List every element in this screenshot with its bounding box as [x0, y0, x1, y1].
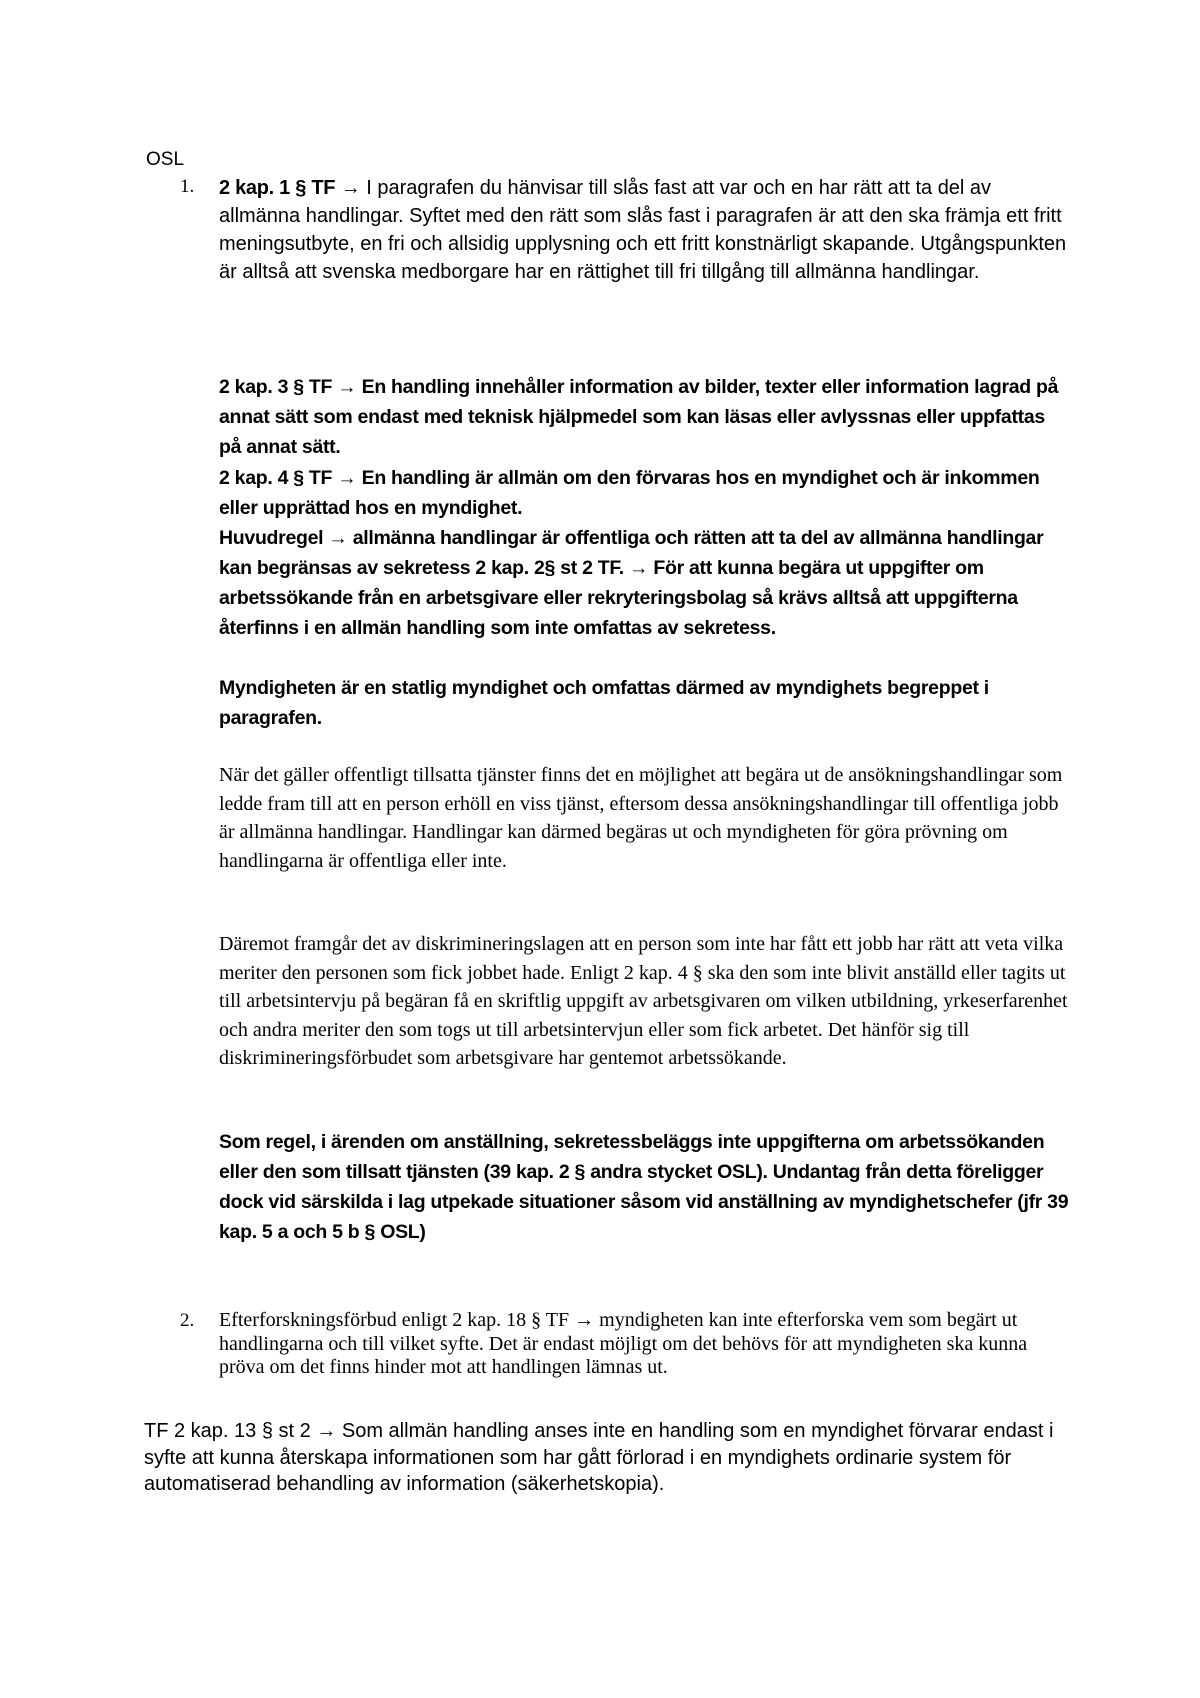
paragraph-kap4 [219, 463, 1069, 523]
paragraph-som-regel: Som regel, i ärenden om anställning, sekretessbeläggs inte uppgifterna om arbetssökanden eller den som tillsatt tjänsten (39 kap. 2 § andra stycket OSL). Undantag från detta föreligger dock vid särskilda i lag utpekade situationer såsom vid anställning av myndighetschefer (jfr 39 kap. 5 a och 5 b § OSL) [219, 1131, 1069, 1243]
paragraph-text-continued: För att kunna begära ut uppgifter om arbetssökande från en arbetsgivare eller rekryteringsbolag så krävs alltså att uppgifterna återfinns i en allmän handling som inte omfattas av sekretess. [219, 557, 1018, 639]
arrow-icon: → [629, 557, 649, 579]
paragraph-text: I paragrafen du hänvisar till slås fast att var och en har rätt att ta del av allmänna handlingar. Syftet med den rätt som slås fast i paragrafen är att den ska främja ett fritt meningsutbyte, en fri och allsidig upplysning och ett fritt konstnärligt skapande. Utgångspunkten är alltså att svenska medborgare har en rättighet till fri tillgång till allmänna handlingar. [219, 177, 1067, 283]
list-item-2-paragraph [219, 1309, 1069, 1380]
paragraph-daremot: Däremot framgår det av diskrimineringslagen att en person som inte har fått ett jobb har rätt att veta vilka meriter den personen som fick jobbet hade. Enligt 2 kap. 4 § ska den som inte blivit anställd eller tagits ut till arbetsintervju på begäran få en skriftlig uppgift av arbetsgivaren om vilken utbildning, yrkeserfarenhet och andra meriter den som togs ut till arbetsintervjun eller som fick arbetet. Det hänför sig till diskrimineringsförbudet som arbetsgivare har gentemot arbetssökande. [219, 933, 1068, 1069]
paragraph-huvudregel [219, 523, 1069, 643]
law-reference: TF 2 kap. 13 § st 2 [144, 1420, 311, 1442]
paragraph-text: Efterforskningsförbud enligt 2 kap. 18 § TF [219, 1309, 570, 1331]
arrow-icon: → [316, 1420, 337, 1442]
page-title: OSL [146, 149, 185, 170]
paragraph-text-continued: myndigheten kan inte efterforska vem som begärt ut handlingarna och till vilket syfte. Det är endast möjligt om det behövs för att myndigheten ska kunna pröva om det finns hinder mot att handlingen lämnas ut. [219, 1309, 1028, 1378]
paragraph-offentligt: När det gäller offentligt tillsatta tjänster finns det en möjlighet att begära ut de ansökningshandlingar som ledde fram till att en person erhöll en viss tjänst, eftersom dessa ansökningshandlingar till offentliga jobb är allmänna handlingar. Handlingar kan därmed begäras ut och myndigheten för göra prövning om handlingarna är offentliga eller inte. [219, 764, 1063, 872]
paragraph-text: En handling är allmän om den förvaras hos en myndighet och är inkommen eller upprättad hos en myndighet. [219, 467, 1040, 519]
paragraph-myndigheten: Myndigheten är en statlig myndighet och omfattas därmed av myndighets begreppet i paragrafen. [219, 677, 989, 729]
arrow-icon: → [337, 467, 357, 489]
law-reference: 2 kap. 3 § TF [219, 376, 333, 398]
paragraph-text: Som allmän handling anses inte en handling som en myndighet förvarar endast i syfte att kunna återskapa informationen som har gått förlorad i en myndighets ordinarie system för automatiserad behandling av information (säkerhetskopia). [144, 1420, 1054, 1495]
paragraph-tf13 [144, 1418, 1084, 1498]
arrow-icon: → [337, 376, 357, 398]
law-reference: 2 kap. 1 § TF [219, 177, 336, 199]
arrow-icon: → [340, 177, 361, 199]
paragraph-kap3 [219, 372, 1069, 462]
arrow-icon: → [574, 1309, 595, 1331]
paragraph-lead: Huvudregel [219, 527, 324, 549]
list-number-1: 1. [180, 176, 195, 197]
arrow-icon: → [328, 527, 348, 549]
paragraph-text: allmänna handlingar är offentliga och rätten att ta del av allmänna handlingar kan begränsas av sekretess 2 kap. 2§ st 2 TF. [219, 527, 1044, 579]
list-item-1-paragraph [219, 174, 1069, 286]
list-number-2: 2. [180, 1310, 195, 1331]
law-reference: 2 kap. 4 § TF [219, 467, 333, 489]
paragraph-text: En handling innehåller information av bilder, texter eller information lagrad på annat sätt som endast med teknisk hjälpmedel som kan läsas eller avlyssnas eller uppfattas på annat sätt. [219, 376, 1059, 458]
